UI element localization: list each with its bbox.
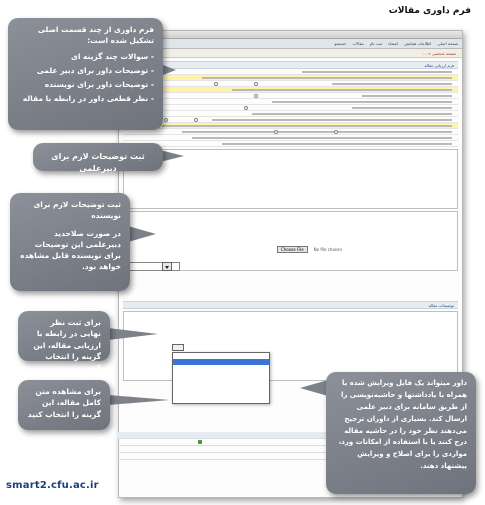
callout-text: ثبت توضیحات لازم برای دبیرعلمی	[51, 152, 145, 173]
callout-file-upload	[326, 372, 476, 494]
file-hint: No file chosen	[313, 247, 342, 252]
radio-option[interactable]	[164, 118, 168, 122]
callout-form-structure	[8, 18, 163, 130]
status-icon	[198, 440, 202, 444]
table-cell	[204, 439, 290, 445]
nav-item[interactable]: صفحه اصلی	[437, 41, 458, 46]
dropdown-option[interactable]	[173, 383, 269, 389]
callout-editor-comments	[33, 143, 163, 171]
nav-item[interactable]: مقالات	[352, 41, 364, 46]
radio-option[interactable]	[244, 106, 248, 110]
choose-file-button[interactable]: Choose File	[277, 246, 308, 253]
nav-item[interactable]: اطلاعات همایش	[404, 41, 432, 46]
download-select[interactable]	[172, 344, 184, 351]
callout-list-item: - توضیحات داور برای دبیر علمی	[17, 65, 154, 76]
nav-item[interactable]: ثبت نام	[369, 41, 383, 46]
radio-option[interactable]	[194, 118, 198, 122]
decision-dropdown-list	[172, 352, 270, 404]
radio-option[interactable]	[334, 130, 338, 134]
table-cell	[118, 439, 204, 445]
radio-option[interactable]	[254, 82, 258, 86]
callout-pointer	[108, 395, 170, 405]
callout-pointer	[128, 226, 156, 242]
callout-list	[17, 51, 154, 105]
callout-pointer	[108, 328, 158, 340]
question-row	[123, 141, 458, 147]
dropdown-arrow-icon[interactable]	[162, 262, 172, 271]
callout-text: برای ثبت نظر نهایی در رابطه با ارزیابی مقاله، این گزینه را انتخاب کنید.	[33, 318, 101, 372]
callout-final-decision	[18, 311, 110, 372]
callout-list-item: - توضیحات داور برای نویسنده	[17, 79, 154, 90]
top-nav	[119, 39, 462, 49]
callout-title: فرم داوری از چند قسمت اصلی تشکیل شده است:	[37, 25, 154, 46]
callout-title: ثبت توضیحات لازم برای نویسنده	[33, 200, 121, 221]
callout-full-text	[18, 380, 110, 430]
page-title: فرم داوری مقالات	[388, 6, 471, 16]
radio-option[interactable]	[274, 130, 278, 134]
callout-pointer	[300, 380, 328, 396]
nav-item[interactable]: اعضاء	[388, 41, 399, 46]
callout-pointer	[160, 150, 184, 162]
callout-text: برای مشاهده متن کامل مقاله، این گزینه را انتخاب کنید	[27, 387, 101, 419]
site-logo: smart2.cfu.ac.ir	[6, 480, 99, 491]
callout-text: داور میتواند یک فایل ویرایش شده یا همراه با یادداشتها و حاشیه‌نویسی را از طریق سامانه برای دبیر علمی ارسال کند. بسیاری از داوران ترجیح می‌دهند نظر خود را در حاشیه مقاله درج کنند یا با استفاده از امکانات ورد، مواردی را برای اصلاح و ویرایش پیشنهاد دهند.	[338, 379, 467, 471]
radio-option[interactable]	[214, 82, 218, 86]
radio-option[interactable]	[254, 94, 258, 98]
breadcrumb: صفحه شخصی » ...	[119, 49, 462, 58]
callout-list-item: - سوالات چند گزینه ای	[17, 51, 154, 62]
article-details-header: توضیحات مقاله	[123, 301, 458, 309]
file-upload	[277, 246, 345, 253]
callout-list-item: - نظر قطعی داور در رابطه با مقاله	[17, 93, 154, 104]
review-form-header: فرم ارزیابی مقاله	[123, 61, 458, 69]
callout-author-comments	[10, 193, 130, 291]
window-titlebar	[119, 31, 462, 39]
nav-item[interactable]: جستجو	[334, 41, 347, 46]
callout-body: در صورت صلاحدید دبیرعلمی این توضیحات برای نویسنده قابل مشاهده خواهد بود.	[20, 228, 121, 272]
